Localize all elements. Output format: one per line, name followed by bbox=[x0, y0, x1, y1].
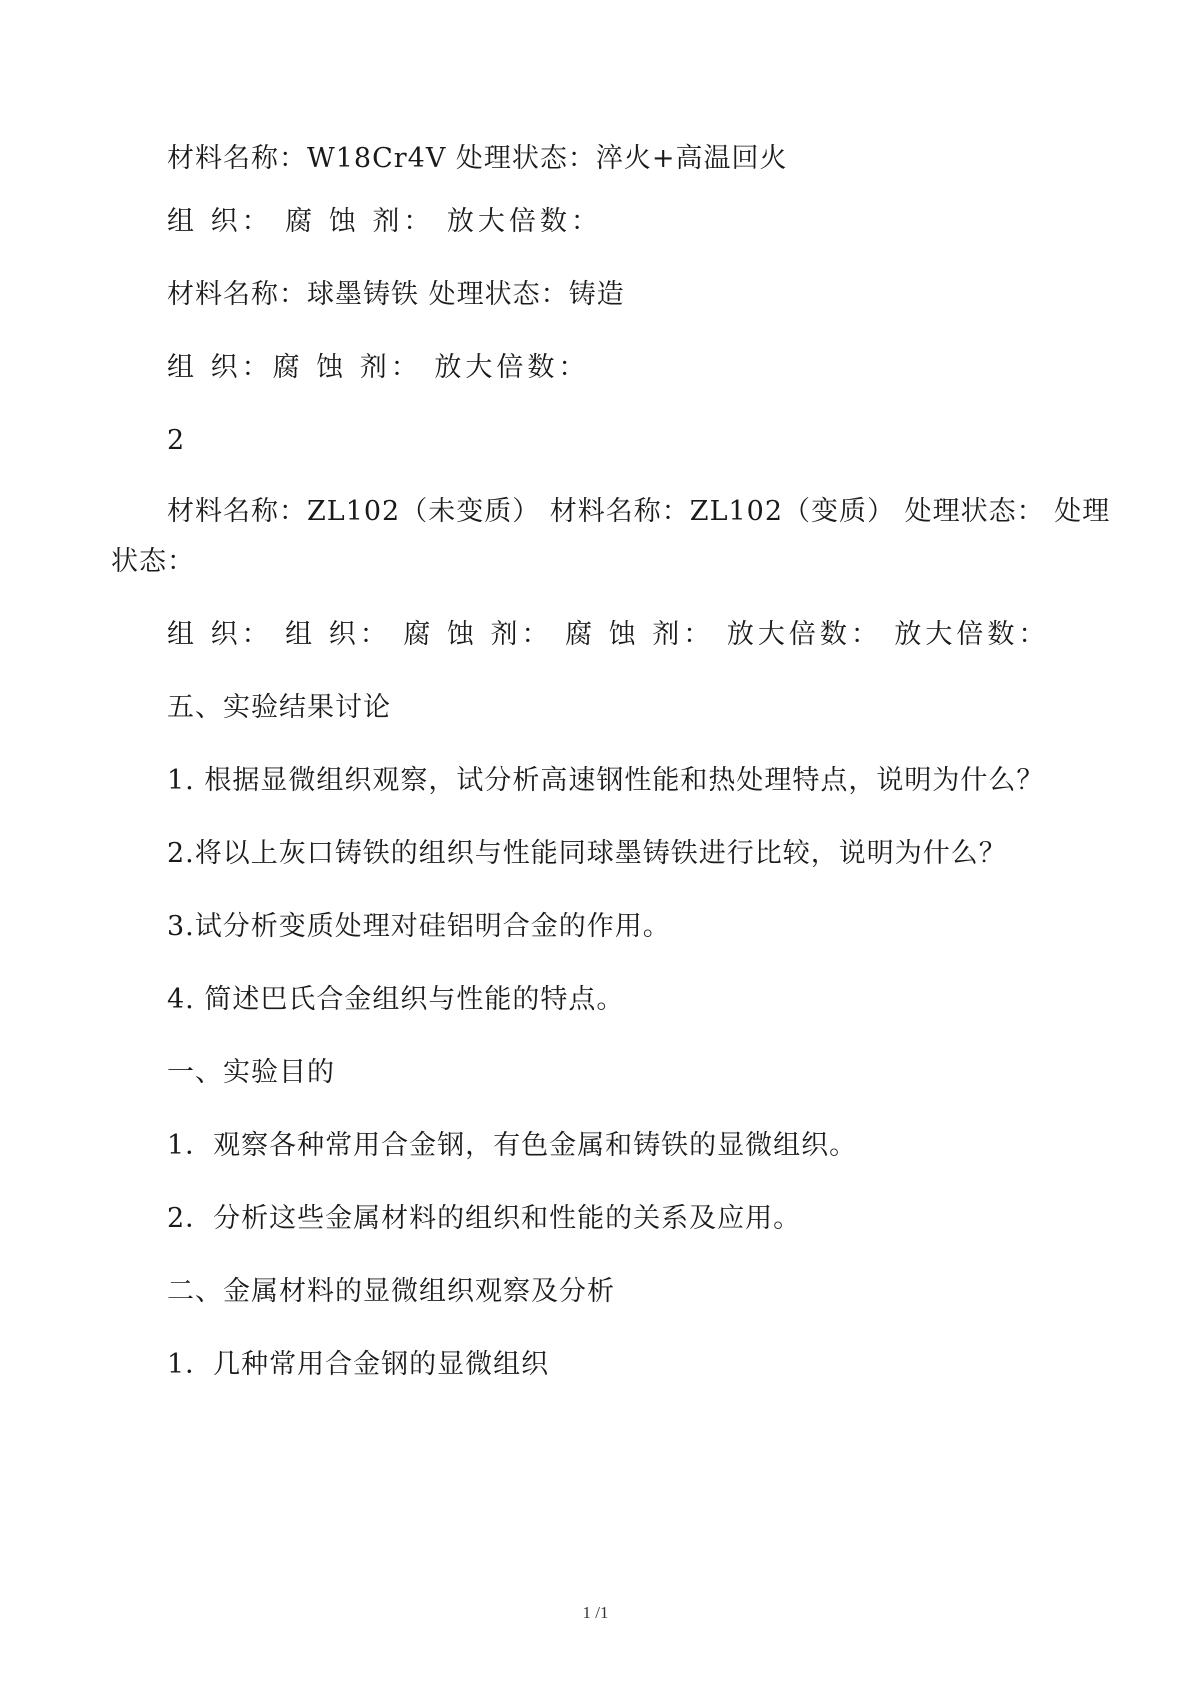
text-line-material-ductile-iron: 材料名称：球墨铸铁 处理状态：铸造 bbox=[167, 279, 625, 310]
text-line-structure-fields-1: 组 织： 腐 蚀 剂： 放大倍数： bbox=[167, 206, 602, 237]
question-3: 3.试分析变质处理对硅铝明合金的作用。 bbox=[167, 911, 671, 942]
text-line-material-zl102-cont: 状态： bbox=[111, 546, 195, 577]
objective-2: 2．分析这些金属材料的组织和性能的关系及应用。 bbox=[167, 1203, 802, 1234]
subsection-alloy-steel: 1．几种常用合金钢的显微组织 bbox=[167, 1349, 550, 1380]
text-line-number: 2 bbox=[167, 425, 186, 456]
question-2: 2.将以上灰口铸铁的组织与性能同球墨铸铁进行比较，说明为什么？ bbox=[167, 838, 1007, 869]
page-number: 1 /1 bbox=[582, 1603, 609, 1622]
text-line-material-w18cr4v: 材料名称：W18Cr4V 处理状态：淬火+高温回火 bbox=[167, 143, 788, 174]
question-4: 4. 简述巴氏合金组织与性能的特点。 bbox=[167, 984, 625, 1015]
section-heading-results: 五、实验结果讨论 bbox=[167, 692, 391, 723]
text-line-structure-fields-2: 组 织：腐 蚀 剂： 放大倍数： bbox=[167, 352, 590, 383]
objective-1: 1．观察各种常用合金钢，有色金属和铸铁的显微组织。 bbox=[167, 1130, 858, 1161]
section-heading-observation: 二、金属材料的显微组织观察及分析 bbox=[167, 1276, 615, 1307]
question-1: 1. 根据显微组织观察，试分析高速钢性能和热处理特点，说明为什么？ bbox=[167, 765, 1045, 796]
section-heading-objectives: 一、实验目的 bbox=[167, 1057, 335, 1088]
text-line-structure-fields-3: 组 织： 组 织： 腐 蚀 剂： 腐 蚀 剂： 放大倍数： 放大倍数： bbox=[167, 619, 1050, 650]
text-line-material-zl102: 材料名称：ZL102（未变质） 材料名称：ZL102（变质） 处理状态： 处理 bbox=[167, 496, 1111, 527]
